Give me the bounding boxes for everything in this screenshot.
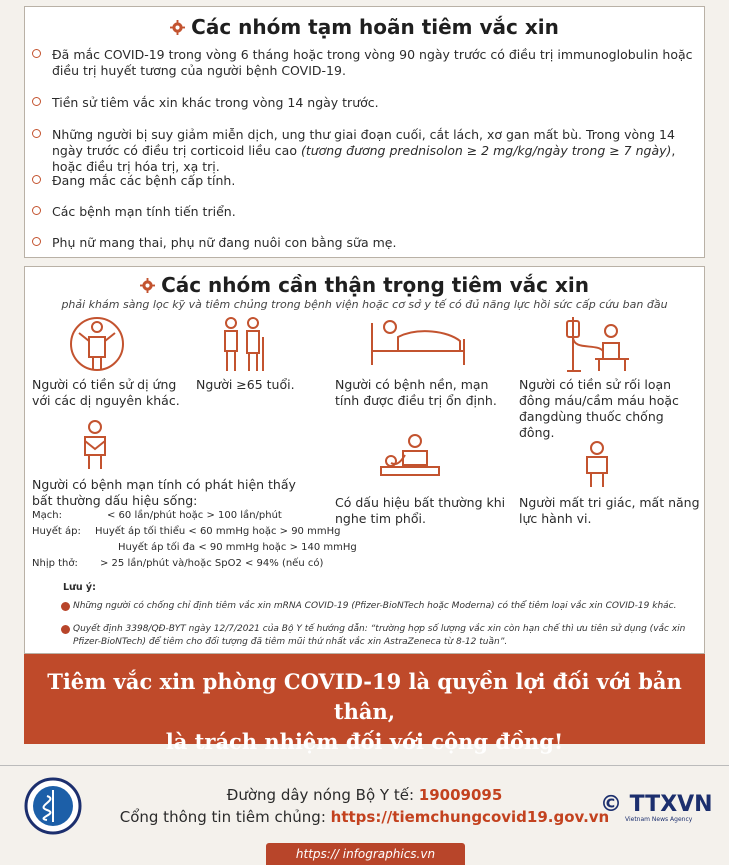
hotline-number[interactable]: 19009095 bbox=[418, 786, 503, 804]
iv-drip-icon bbox=[563, 313, 633, 373]
vital-label: Huyết áp: bbox=[32, 526, 81, 537]
vital-value: > 25 lần/phút và/hoặc SpO2 < 94% (nếu có) bbox=[100, 558, 324, 569]
portal-label: Cổng thông tin tiêm chủng: bbox=[119, 808, 331, 826]
item-text: Các bệnh mạn tính tiến triển. bbox=[52, 204, 236, 219]
deferral-section bbox=[24, 6, 705, 258]
bullet-icon bbox=[32, 175, 41, 184]
bullet-icon bbox=[32, 237, 41, 246]
list-item bbox=[52, 127, 696, 175]
portal-link[interactable]: https://tiemchungcovid19.gov.vn bbox=[330, 808, 610, 826]
gear-icon bbox=[170, 20, 185, 35]
list-item bbox=[52, 173, 696, 189]
note-item bbox=[73, 600, 694, 613]
footer-divider bbox=[0, 765, 729, 766]
item-text: , hoặc điều trị hóa trị, xạ trị. bbox=[52, 143, 676, 174]
vital-value: Huyết áp tối thiểu < 60 mmHg hoặc > 90 mmHg bbox=[95, 526, 341, 537]
bullet-icon bbox=[32, 49, 41, 58]
item-text: Đã mắc COVID-19 trong vòng 6 tháng hoặc trong vòng 90 ngày trước có điều trị immunoglobulin hoặc điều trị huyết tương của người bệnh COVID-19. bbox=[52, 47, 693, 78]
gear-icon bbox=[140, 278, 155, 293]
ttxvn-logo-text: TTXVN bbox=[629, 792, 713, 817]
section2-subtitle: phải khám sàng lọc kỹ và tiêm chủng trong bệnh viện hoặc cơ sở y tế có đủ năng lực hồi sức cấp cứu ban đầu bbox=[61, 298, 668, 311]
vital-value: Huyết áp tối đa < 90 mmHg hoặc > 140 mmHg bbox=[118, 542, 357, 553]
vital-label: Nhịp thở: bbox=[32, 558, 78, 569]
bullet-icon bbox=[32, 97, 41, 106]
bullet-icon bbox=[32, 206, 41, 215]
note-item bbox=[73, 623, 694, 649]
list-item bbox=[52, 204, 696, 220]
group-heart-lung: Có dấu hiệu bất thường khi nghe tim phổi. bbox=[335, 495, 506, 526]
item-text: Những người bị suy giảm miễn dịch, ung thư giai đoạn cuối, cắt lách, xơ gan mất bù. Trong vòng 14 ngày trước có điều trị corticoid liều cao bbox=[52, 127, 675, 158]
item-text: Đang mắc các bệnh cấp tính. bbox=[52, 173, 236, 188]
bullet-icon bbox=[61, 602, 70, 611]
group-coagulation: Người có tiền sử rối loạn đông máu/cầm máu hoặc đangdùng thuốc chống đông. bbox=[519, 377, 679, 440]
hospital-bed-icon bbox=[368, 313, 468, 369]
ttxvn-logo-sub: Vietnam News Agency bbox=[625, 816, 693, 823]
vital-label: Mạch: bbox=[32, 510, 62, 521]
hotline-label: Đường dây nóng Bộ Y tế: bbox=[226, 786, 419, 804]
allergy-person-icon bbox=[67, 315, 127, 373]
section2-title-row bbox=[25, 273, 704, 297]
item-text-italic: (tương đương prednisolon ≥ 2 mg/kg/ngày trong ≥ 7 ngày) bbox=[300, 143, 672, 158]
elderly-couple-icon bbox=[215, 315, 269, 375]
sick-person-icon bbox=[75, 419, 115, 471]
slogan-banner bbox=[24, 654, 705, 754]
slogan-line2: là trách nhiệm đối với cộng đồng! bbox=[165, 729, 564, 754]
note-text: Những người có chống chỉ định tiêm vắc xin mRNA COVID-19 (Pfizer-BioNTech hoặc Moderna) có thể tiêm loại vắc xin COVID-19 khác. bbox=[73, 601, 677, 611]
item-text: Tiền sử tiêm vắc xin khác trong vòng 14 ngày trước. bbox=[52, 95, 379, 110]
section2-title: Các nhóm cần thận trọng tiêm vắc xin bbox=[161, 273, 589, 297]
item-text: Phụ nữ mang thai, phụ nữ đang nuôi con bằng sữa mẹ. bbox=[52, 235, 397, 250]
ministry-of-health-logo bbox=[22, 776, 84, 836]
ttxvn-logo: © TTXVN bbox=[600, 792, 713, 817]
section1-title: Các nhóm tạm hoãn tiêm vắc xin bbox=[191, 15, 559, 39]
group-allergy: Người có tiền sử dị ứng với các dị nguyên khác. bbox=[32, 377, 180, 408]
group-chronic-vitals: Người có bệnh mạn tính có phát hiện thấy bất thường dấu hiệu sống: bbox=[32, 477, 296, 508]
site-url[interactable]: https:// infographics.vn bbox=[266, 843, 465, 865]
bullet-icon bbox=[32, 129, 41, 138]
caution-section bbox=[24, 266, 705, 654]
group-elderly: Người ≥65 tuổi. bbox=[196, 377, 295, 392]
notes-title: Lưu ý: bbox=[63, 582, 96, 593]
group-chronic-stable: Người có bệnh nền, mạn tính được điều trị ổn định. bbox=[335, 377, 497, 408]
list-item bbox=[52, 235, 696, 251]
doctor-stethoscope-icon bbox=[375, 433, 445, 481]
vital-value: < 60 lần/phút hoặc > 100 lần/phút bbox=[107, 510, 282, 521]
list-item bbox=[52, 47, 696, 79]
note-text: Quyết định 3398/QĐ-BYT ngày 12/7/2021 của Bộ Y tế hướng dẫn: “trường hợp số lượng vắc xin còn hạn chế thì ưu tiên sử dụng (vắc xin Pfizer-BioNTech) để tiêm cho đối tượng đã tiêm mũi thứ nhất vắc xin AstraZeneca từ 8-12 tuần”. bbox=[73, 624, 686, 647]
bullet-icon bbox=[61, 625, 70, 634]
section1-title-row bbox=[25, 15, 704, 39]
list-item bbox=[52, 95, 696, 111]
group-unconscious: Người mất tri giác, mất năng lực hành vi. bbox=[519, 495, 700, 526]
slogan-line1: Tiêm vắc xin phòng COVID-19 là quyền lợi đối với bản thân, bbox=[47, 669, 682, 724]
unconscious-person-icon bbox=[580, 441, 614, 489]
